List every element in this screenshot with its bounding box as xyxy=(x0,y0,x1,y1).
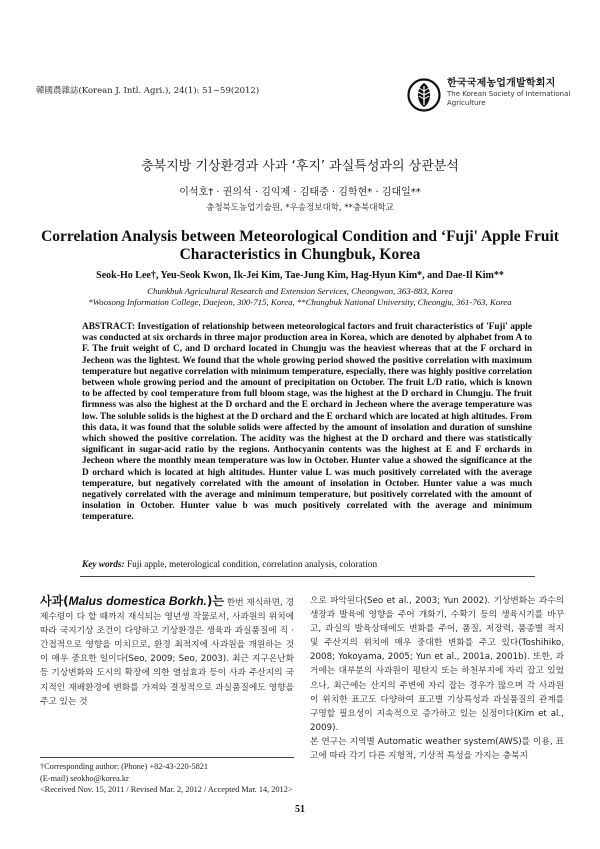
keywords-label: Key words: xyxy=(82,560,125,570)
footnote-divider xyxy=(40,757,294,758)
footnote xyxy=(40,761,300,796)
body-left-text: 한번 재식하면, 경제수령이 다 할 때까지 재식되는 영년생 작물로서, 사과원의 위치에 따라 국지기상 조건이 다양하고 기상환경은 생육과 과실품질에 직 · 간접적으로 영향을 미치므로, 환경 최적지에 사과원을 개원하는 것이 매우 중요한 일이다(Seo, 2009; Seo, 2003). 최근 지구온난화 등 기상변화와 도시의 확장에 의한 열섬효과 등이 사과 주산지의 국지적인 재배환경에 변화를 가져와 결정적으로 과실품질에도 영향을 주고 있는 것 xyxy=(40,598,294,707)
footnote-email: (E-mail) seokho@korea.kr xyxy=(40,773,129,783)
logo-english-name-2: Agriculture xyxy=(447,99,486,107)
english-title: Correlation Analysis between Meteorological Condition and ‘Fuji' Apple Fruit Characteristics in Chungbuk, Korea xyxy=(41,228,559,263)
english-affiliation-2: *Woosong Information College, Daejeon, 300-715, Korea, **Chungbuk National University, Cheongju, 361-763, Korea xyxy=(88,297,512,307)
body-first-word: 사과(Malus domestica Borkh.)는 xyxy=(40,594,224,608)
keywords-divider xyxy=(80,576,535,577)
korean-authors: 이석호† · 권의석 · 김익제 · 김태중 · 김학현* · 김대일** xyxy=(179,187,421,198)
english-authors: Seok-Ho Lee†, Yeu-Seok Kwon, Ik-Jei Kim, Tae-Jung Kim, Hag-Hyun Kim*, and Dae-Il Kim** xyxy=(96,270,504,281)
society-logo xyxy=(407,78,577,114)
footnote-corresponding: †Corresponding author: (Phone) +82-43-220-5821 xyxy=(40,762,209,771)
logo-english-name-1: The Korean Society of International xyxy=(447,90,571,98)
body-column-right: 으로 파악된다(Seo et al., 2003; Yun 2002). 기상변화는 과수의 생장과 발육에 영향을 주어 개화기, 수확기 등의 생육시기를 바꾸고, 과실의 발육상태에도 변화를 주어, 품질, 저장력, 품종별 적지 및 주산지의 위치에 매우 중대한 변화를 주고 있다(Toshihiko, 2008; Yokoyama, 2005; Yun et al., 2001a, 2001b). 또한, 과거에는 대부분의 사과원이 평탄지 또는 하천부지에 자리 잡고 있었으나, 최근에는 산지의 주변에 자리 잡는 경우가 많으며 각 사과원이 위치한 표고도 다양하여 표고별 기상특성과 과실품질의 관계를 구명할 필요성이 지속적으로 증가하고 있는 실정이다(Kim et al., 2009). 본 연구는 지역별 Automatic weather system(AWS)를 이용, 표고에 따라 각기 다른 지형적, 기상적 특성을 가지는 충북지 xyxy=(310,596,564,762)
journal-citation: 韓國農雜誌(Korean J. Intl. Agri.), 24(1): 51~59(2012) xyxy=(36,86,260,96)
english-affiliation-1: Chunkbuk Agricultural Research and Extension Services, Cheongwon, 363-883, Korea xyxy=(147,286,453,296)
logo-korean-name: 한국국제농업개발학회지 xyxy=(447,78,556,89)
korean-affiliations: 충청북도농업기술원, *우송정보대학, **충북대학교 xyxy=(206,203,394,213)
body-column-left xyxy=(40,594,294,709)
keywords xyxy=(82,560,532,570)
english-affiliations xyxy=(20,286,580,308)
abstract: ABSTRACT: Investigation of relationship between meteorological factors and fruit characteristics of 'Fuji' apple was conducted at six orchards in three major production area in Korea, which are denoted by alphabet from A to F. The fruit weight of C, and D orchard located in Chungju was the heaviest whereas that at the F orchard in Jecheon was the lightest. We found that the whole growing period showed the positive correlation with maximum temperature but negative correlation with minimum temperature, especially, there was highly positive correlation between whole growing period and the amount of precipitation on October. The fruit L/D ratio, which is known to be affected by cool temperature from full bloom stage, was the highest at the D orchard in Chungju. The fruit firmness was also the highest at the D orchard and the E orchard in Jecheon where the average temperature was low. The soluble solids is the highest at the D orchard and the E orchard which are located at high altitudes. From this data, it was found that the soluble solids were affected by the amount of insolation and duration of sunshine which showed the positive correlation. The acidity was the highest at the D orchard and there was statistically significant in sugar-acid ratio by the regions. Anthocyanin contents was the highest at E and F orchards in Jecheon where the monthly mean temperature was low in October. Hunter value a showed the significance at the D orchard which is located at high altitudes. Hunter value L was much positively correlated with the average temperature, but negatively correlated with the amount of insolation in October. Hunter value a was much negatively correlated with the average and minimum temperature, but positively correlated with the amount of insolation in October. Hunter value b was much positively correlated with the average and minimum temperature. xyxy=(82,322,532,523)
page-number: 51 xyxy=(295,804,305,815)
korean-title: 충북지방 기상환경과 사과 ‘후지’ 과실특성과의 상관분석 xyxy=(141,159,459,174)
society-emblem-icon xyxy=(407,78,441,112)
footnote-dates: <Received Nov. 15, 2011 / Revised Mar. 2, 2012 / Accepted Mar. 14, 2012> xyxy=(40,785,293,794)
keywords-list: Fuji apple, meterological condition, correlation analysis, coloration xyxy=(126,560,378,570)
